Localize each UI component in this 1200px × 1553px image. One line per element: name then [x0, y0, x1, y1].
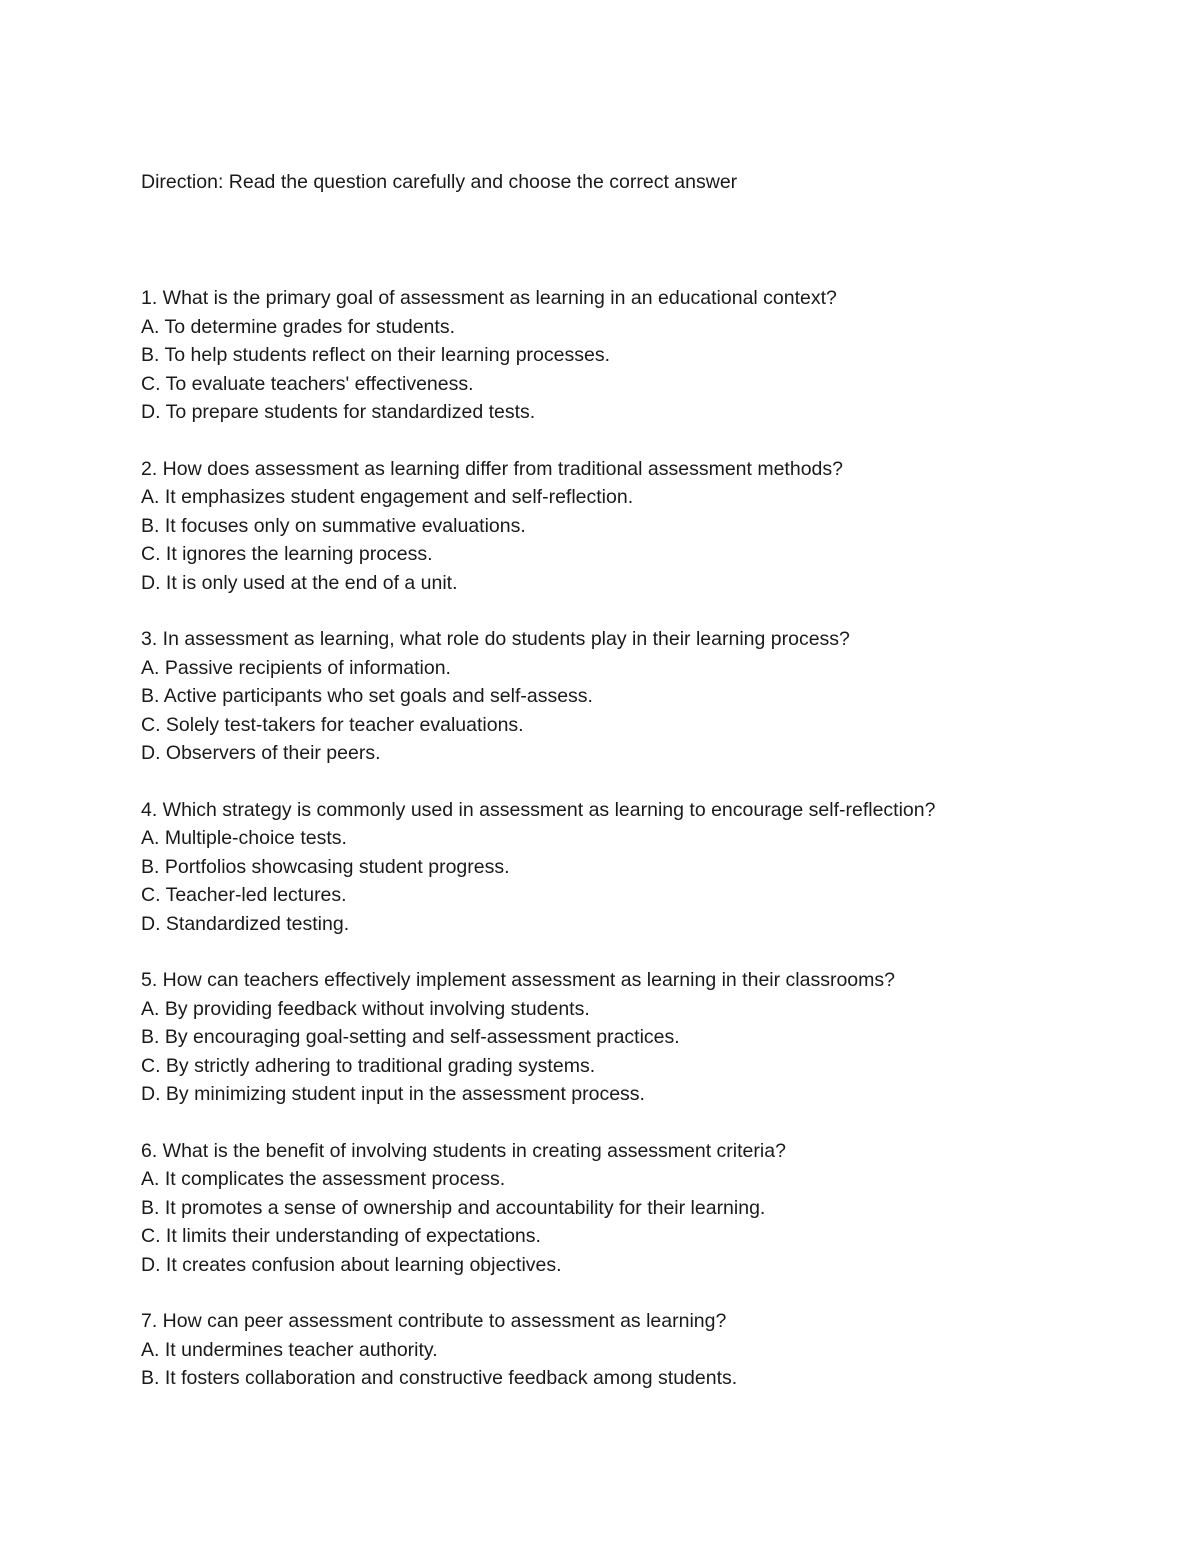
- option-b: B. Portfolios showcasing student progress.: [141, 855, 510, 878]
- question-prompt: 6. What is the benefit of involving students in creating assessment criteria?: [141, 1139, 786, 1162]
- option-c: C. It limits their understanding of expectations.: [141, 1225, 541, 1247]
- option-c: C. By strictly adhering to traditional grading systems.: [141, 1054, 596, 1077]
- question-prompt: 4. Which strategy is commonly used in assessment as learning to encourage self-reflection?: [141, 798, 936, 821]
- option-c: C. Teacher-led lectures.: [141, 884, 347, 906]
- question-7: [141, 1307, 1141, 1393]
- question-2: [141, 455, 1141, 598]
- option-c: C. Solely test-takers for teacher evaluations.: [141, 713, 524, 736]
- question-5: [141, 966, 1141, 1109]
- question-list: [141, 284, 1141, 1421]
- option-c: C. It ignores the learning process.: [141, 543, 433, 565]
- question-1: [141, 284, 1141, 427]
- option-a: A. To determine grades for students.: [141, 315, 455, 338]
- option-d: D. To prepare students for standardized tests.: [141, 401, 536, 423]
- option-a: A. Passive recipients of information.: [141, 656, 451, 679]
- question-6: [141, 1137, 1141, 1280]
- option-a: A. It undermines teacher authority.: [141, 1338, 438, 1361]
- question-prompt: 3. In assessment as learning, what role do students play in their learning process?: [141, 628, 850, 650]
- option-b: B. To help students reflect on their learning processes.: [141, 344, 610, 366]
- option-d: D. By minimizing student input in the assessment process.: [141, 1083, 645, 1105]
- option-d: D. It is only used at the end of a unit.: [141, 571, 458, 594]
- option-d: D. It creates confusion about learning objectives.: [141, 1253, 562, 1276]
- option-a: A. By providing feedback without involving students.: [141, 997, 590, 1020]
- option-b: B. Active participants who set goals and self-assess.: [141, 685, 593, 707]
- option-a: A. It emphasizes student engagement and self-reflection.: [141, 486, 634, 508]
- question-prompt: 7. How can peer assessment contribute to assessment as learning?: [141, 1310, 727, 1332]
- option-d: D. Observers of their peers.: [141, 742, 381, 764]
- question-4: [141, 796, 1141, 939]
- option-a: A. It complicates the assessment process.: [141, 1168, 506, 1190]
- option-b: B. It fosters collaboration and constructive feedback among students.: [141, 1367, 738, 1389]
- question-prompt: 1. What is the primary goal of assessment as learning in an educational context?: [141, 287, 837, 309]
- option-d: D. Standardized testing.: [141, 912, 350, 935]
- question-3: [141, 625, 1141, 768]
- option-c: C. To evaluate teachers' effectiveness.: [141, 372, 474, 395]
- question-prompt: 2. How does assessment as learning differ from traditional assessment methods?: [141, 457, 843, 480]
- option-b: B. It focuses only on summative evaluations.: [141, 514, 526, 537]
- option-b: B. By encouraging goal-setting and self-assessment practices.: [141, 1026, 680, 1048]
- option-b: B. It promotes a sense of ownership and accountability for their learning.: [141, 1196, 766, 1219]
- option-a: A. Multiple-choice tests.: [141, 827, 347, 849]
- question-prompt: 5. How can teachers effectively implement assessment as learning in their classrooms?: [141, 969, 895, 991]
- direction-text: Direction: Read the question carefully and choose the correct answer: [141, 171, 738, 193]
